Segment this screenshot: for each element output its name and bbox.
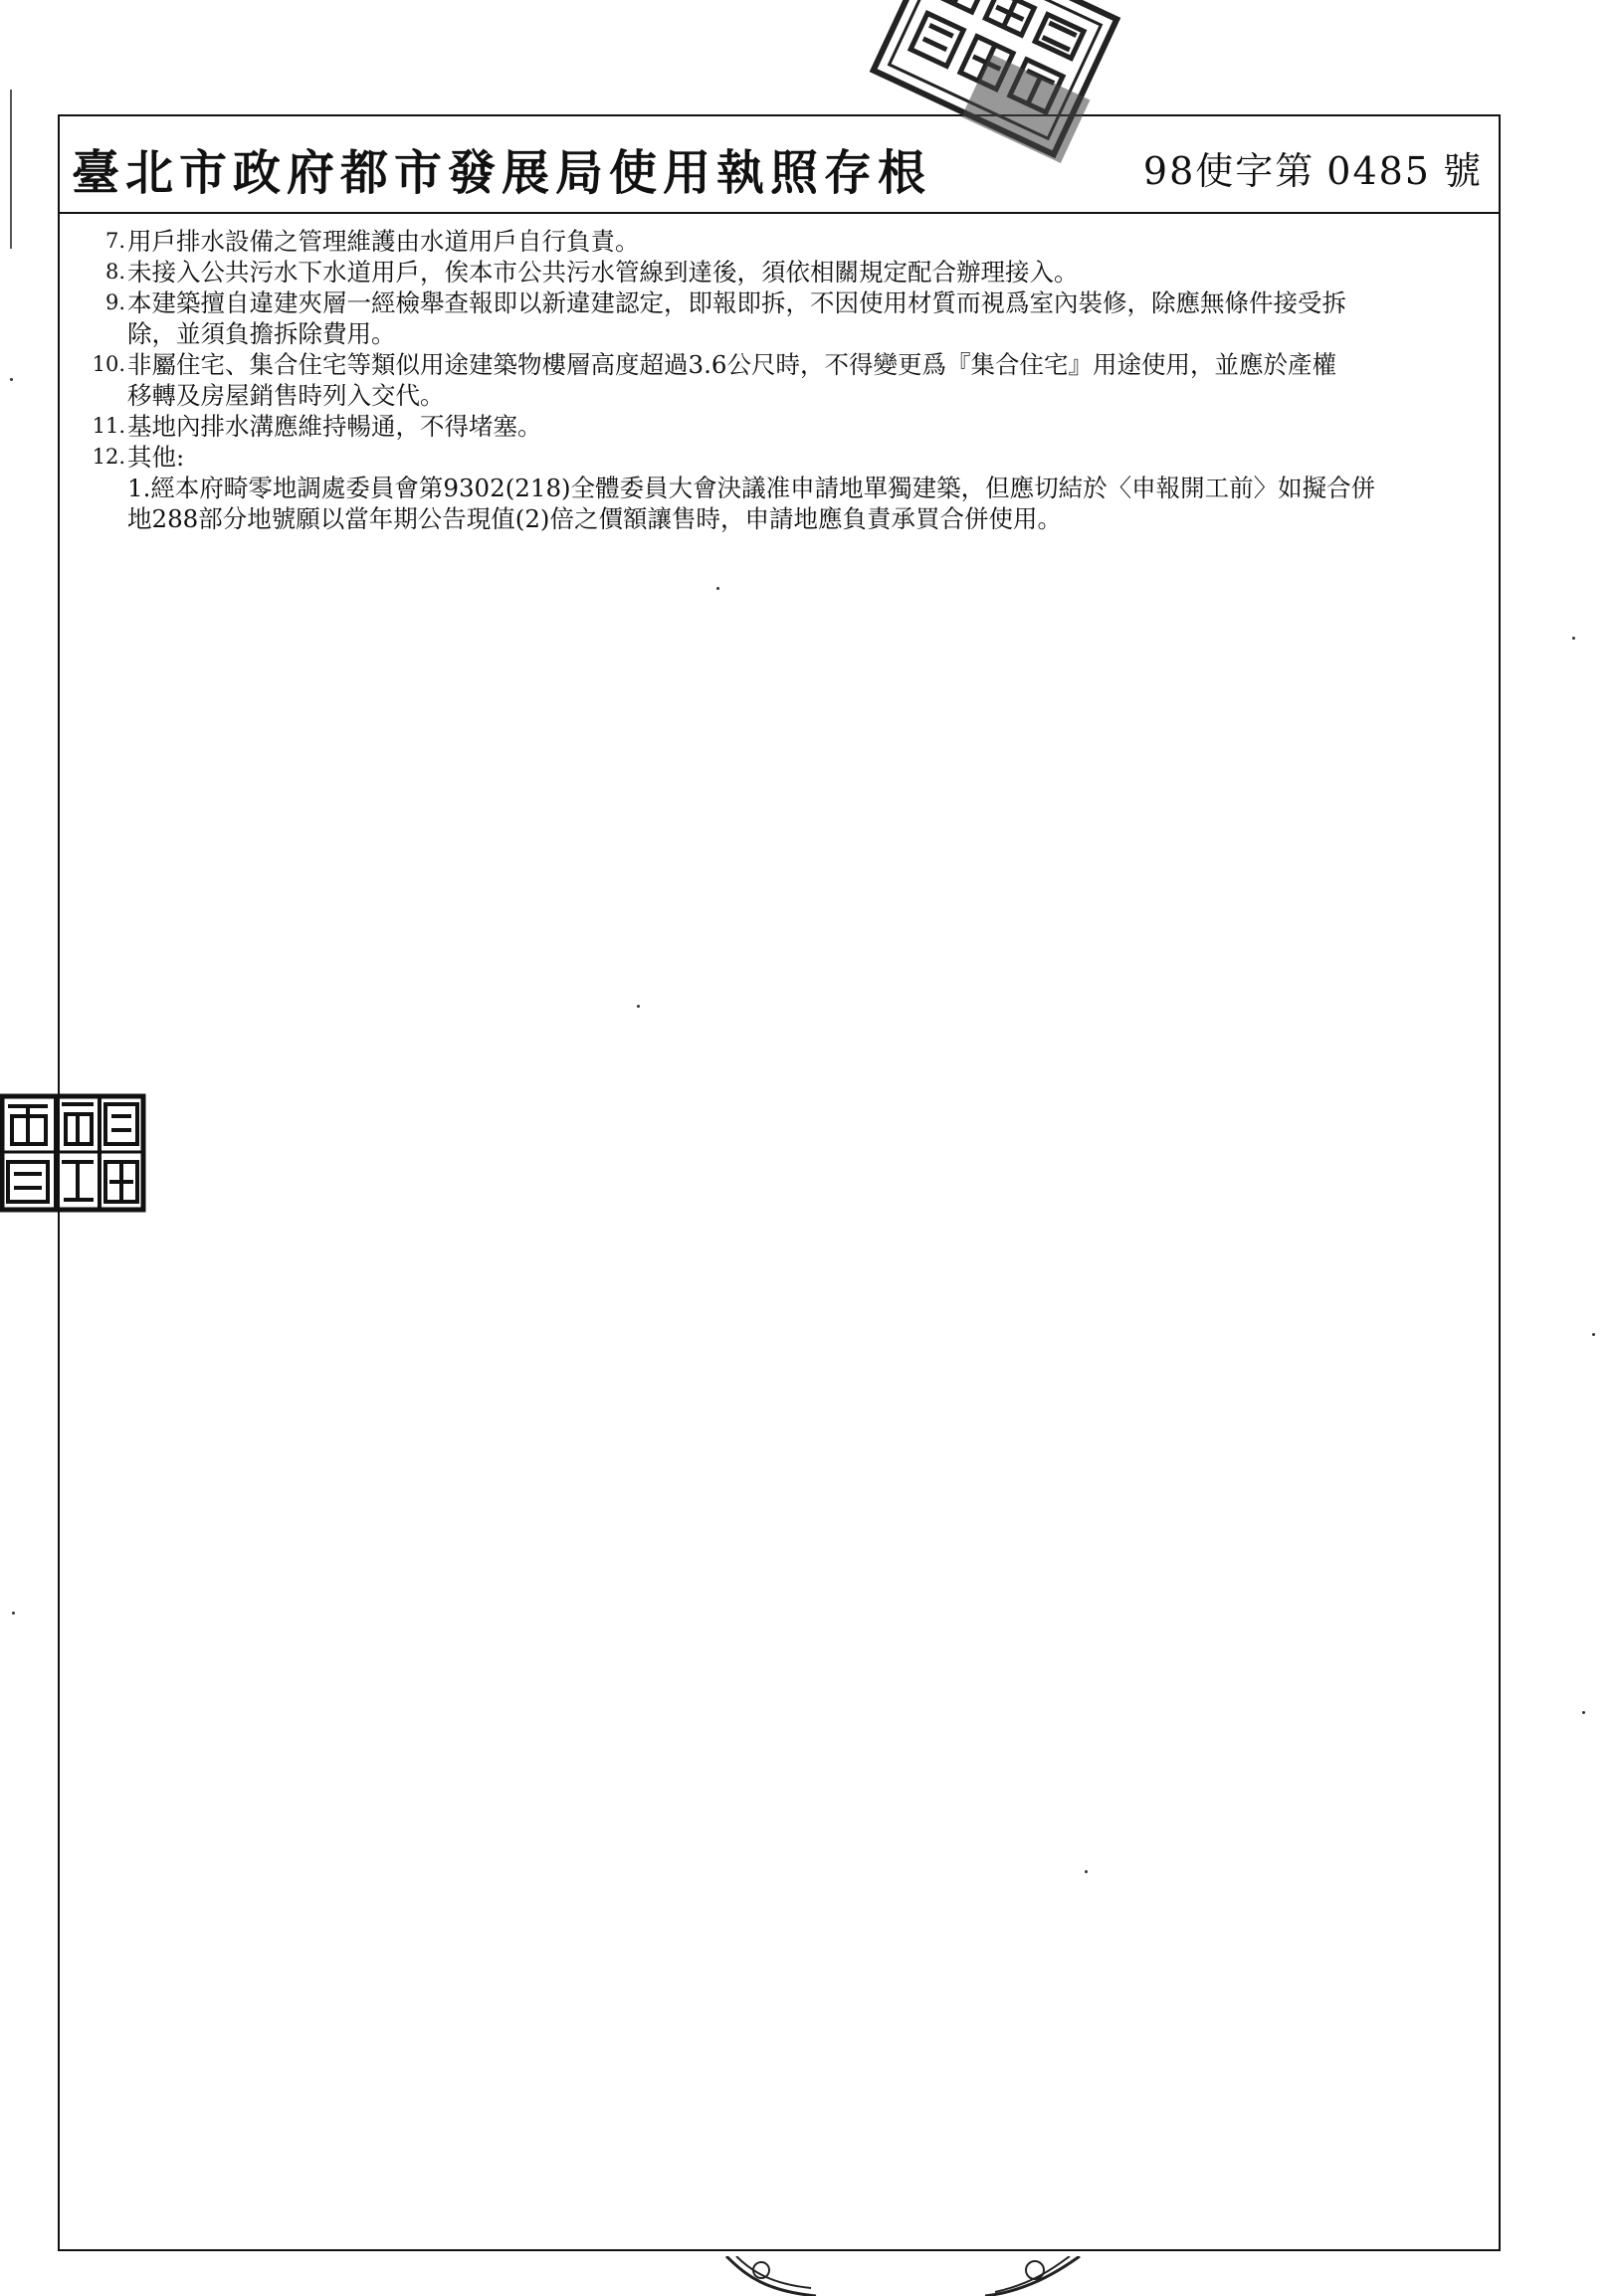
condition-text: 基地內排水溝應維持暢通，不得堵塞。 — [127, 412, 542, 441]
condition-item — [90, 257, 1493, 287]
document-frame — [58, 114, 1501, 2251]
seal-flourish-right — [985, 2256, 1085, 2296]
condition-item — [90, 411, 1493, 442]
scan-speck — [10, 378, 13, 381]
condition-text: 非屬住宅、集合住宅等類似用途建築物樓層高度超過3.6公尺時，不得變更爲『集合住宅』用途使用，並應於產權 — [127, 350, 1336, 379]
license-number — [1137, 140, 1489, 195]
license-number-suffix: 號 — [1442, 149, 1483, 193]
condition-number: 9. — [104, 290, 125, 314]
license-number-value: 0485 — [1326, 149, 1431, 193]
condition-item — [90, 442, 1493, 473]
condition-number: 8. — [104, 260, 125, 284]
document-header — [60, 116, 1499, 214]
scan-edge-mark — [0, 90, 12, 249]
other-condition-line: 1.經本府畸零地調處委員會第9302(218)全體委員大會決議准申請地單獨建築，但應切結於〈申報開工前〉如擬合併 — [127, 474, 1376, 502]
condition-number: 7. — [104, 229, 125, 253]
official-seal-stamp-left — [0, 1092, 147, 1214]
scan-speck — [1572, 637, 1575, 640]
condition-text: 本建築擅自違建夾層一經檢舉查報即以新違建認定，即報即拆，不因使用材質而視爲室內裝修，除應無條件接受拆 — [127, 288, 1346, 317]
seal-flourish-left — [716, 2256, 826, 2296]
condition-text: 其他: — [127, 443, 185, 472]
condition-item — [90, 349, 1493, 411]
condition-item — [90, 287, 1493, 349]
condition-text: 未接入公共污水下水道用戶，俟本市公共污水管線到達後，須依相關規定配合辦理接入。 — [127, 258, 1079, 287]
condition-text-continued: 移轉及房屋銷售時列入交代。 — [127, 381, 445, 410]
condition-text: 用戶排水設備之管理維護由水道用戶自行負責。 — [127, 227, 640, 256]
conditions-list — [90, 226, 1493, 534]
condition-item — [90, 226, 1493, 257]
scan-speck — [1592, 1333, 1595, 1336]
condition-number: 12. — [92, 445, 125, 469]
condition-number: 11. — [92, 414, 125, 438]
license-number-prefix: 98使字第 — [1142, 149, 1315, 193]
document-title: 臺北市政府都市發展局使用執照存根 — [72, 145, 932, 201]
scan-speck — [12, 1612, 15, 1615]
condition-text-continued: 除，並須負擔拆除費用。 — [127, 319, 396, 348]
scan-speck — [1582, 1711, 1585, 1714]
other-condition-line: 地288部分地號願以當年期公告現值(2)倍之價額讓售時，申請地應負責承買合併使用。 — [127, 504, 1062, 533]
condition-number: 10. — [92, 352, 125, 376]
